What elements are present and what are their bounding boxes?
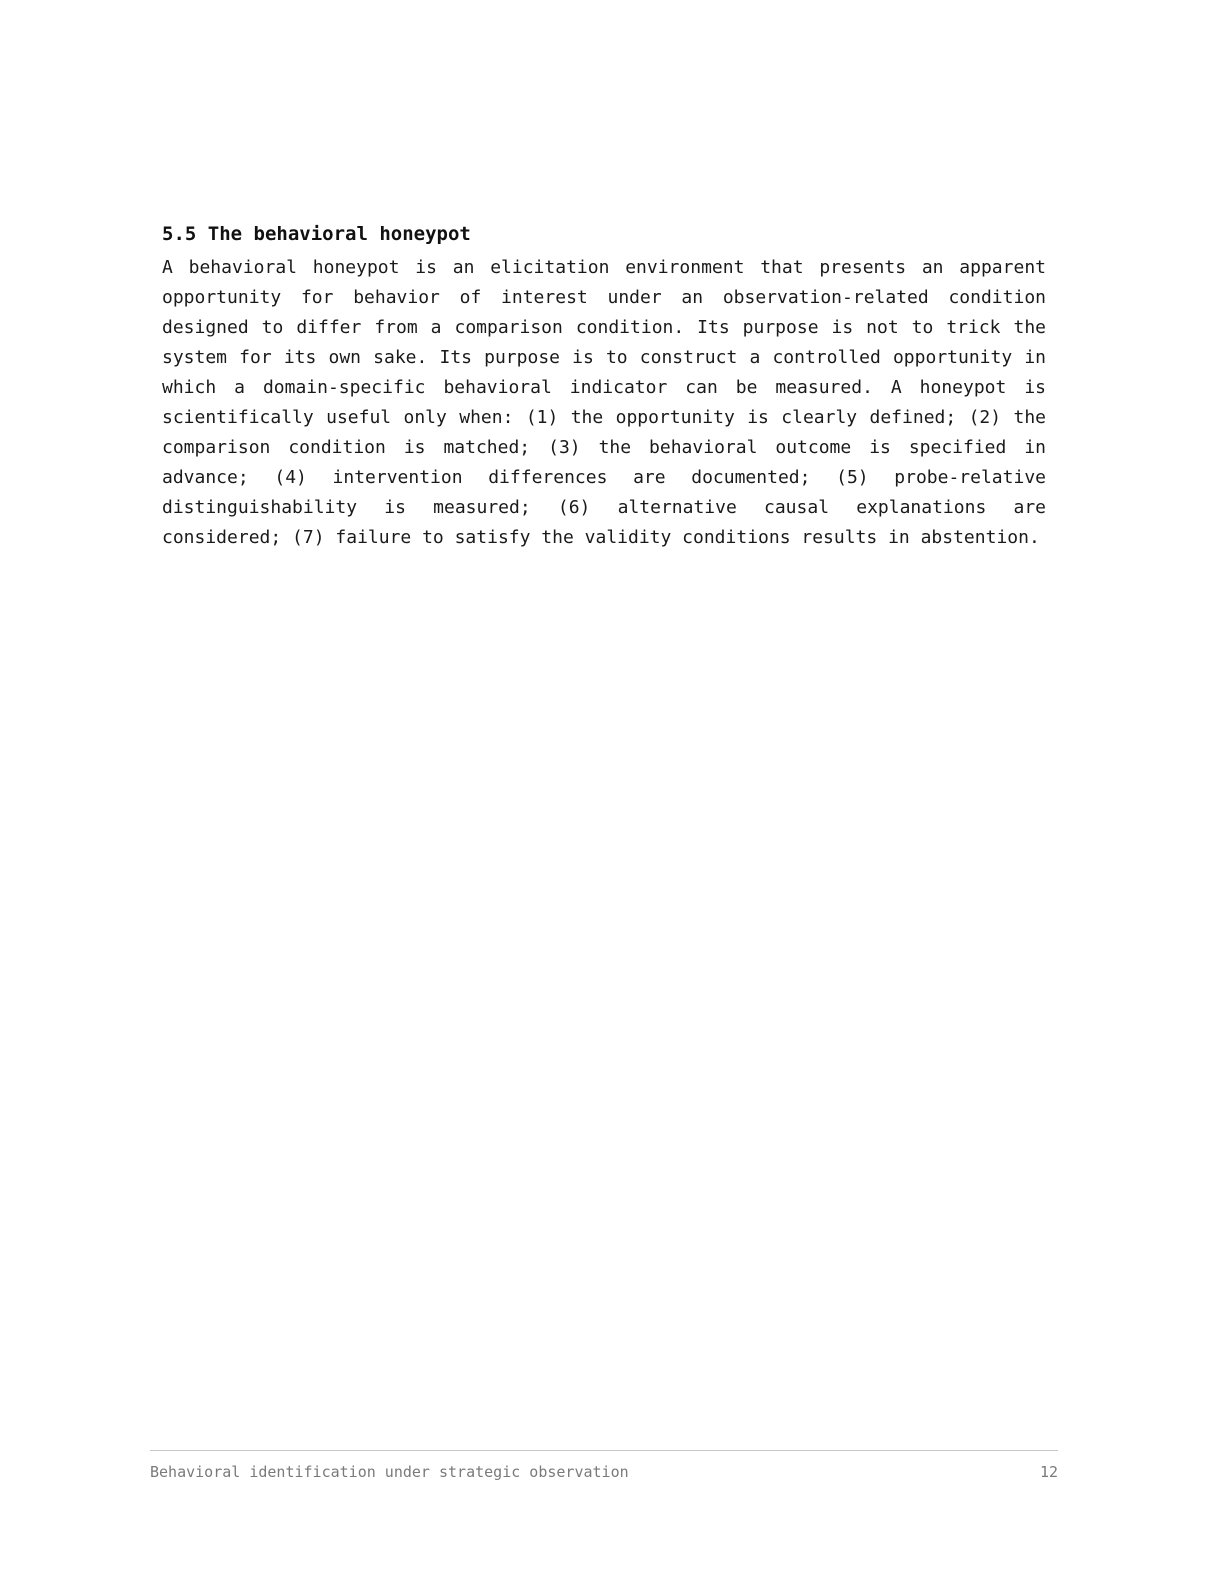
section-body-paragraph: A behavioral honeypot is an elicitation environment that presents an apparent opportunity for behavior of interest under an observation-related condition designed to differ from a comparison condition. Its purpose is not to trick the system for its own sake. Its purpose is to construct a controlled opportunity in which a domain-specific behavioral indicator can be measured. A honeypot is scientifically useful only when: (1) the opportunity is clearly defined; (2) the comparison condition is matched; (3) the behavioral outcome is specified in advance; (4) intervention differences are documented; (5) probe-relative distinguishability is measured; (6) alternative causal explanations are considered; (7) failure to satisfy the validity conditions results in abstention.: [162, 257, 1046, 548]
footer-divider: [150, 1450, 1058, 1451]
page-footer: [150, 1462, 1058, 1482]
footer-page-number: 12: [1039, 1463, 1058, 1481]
section-5-5: [162, 222, 1046, 553]
section-heading: 5.5 The behavioral honeypot: [162, 223, 471, 245]
footer-running-title: Behavioral identification under strategic observation: [150, 1463, 629, 1481]
